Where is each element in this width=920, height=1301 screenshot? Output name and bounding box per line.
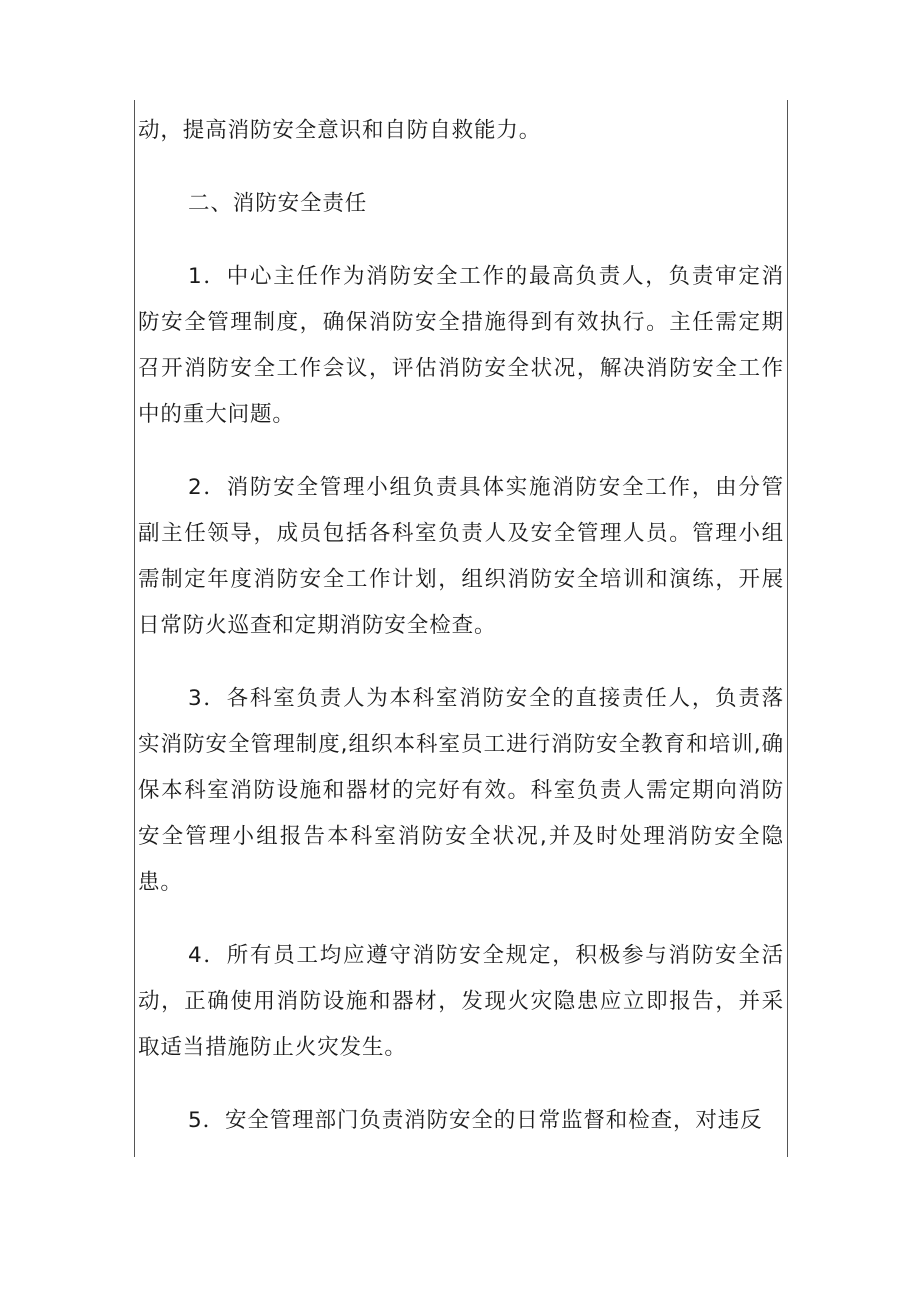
left-margin-rule (134, 100, 135, 1157)
responsibility-item-2: 2．消防安全管理小组负责具体实施消防安全工作，由分管副主任领导，成员包括各科室负责人及安全管理人员。管理小组需制定年度消防安全工作计划，组织消防安全培训和演练，开展日常防火巡查和定期消防安全检查。 (138, 475, 784, 638)
responsibility-item-5: 5．安全管理部门负责消防安全的日常监督和检查，对违反 (188, 1108, 763, 1133)
document-page (134, 100, 788, 1157)
right-margin-rule (787, 100, 788, 1157)
responsibility-item-4: 4．所有员工均应遵守消防安全规定，积极参与消防安全活动，正确使用消防设施和器材，发现火灾隐患应立即报告，并采取适当措施防止火灾发生。 (138, 943, 784, 1060)
document-body (138, 100, 784, 1144)
responsibility-item-1: 1．中心主任作为消防安全工作的最高负责人，负责审定消防安全管理制度，确保消防安全措施得到有效执行。主任需定期召开消防安全工作会议，评估消防安全状况，解决消防安全工作中的重大问题。 (138, 264, 784, 427)
section-heading: 二、消防安全责任 (188, 191, 368, 216)
continuation-paragraph: 动，提高消防安全意识和自防自救能力。 (138, 118, 542, 143)
responsibility-item-3: 3．各科室负责人为本科室消防安全的直接责任人，负责落实消防安全管理制度,组织本科室员工进行消防安全教育和培训,确保本科室消防设施和器材的完好有效。科室负责人需定期向消防安全管理小组报告本科室消防安全状况,并及时处理消防安全隐患。 (138, 686, 784, 895)
